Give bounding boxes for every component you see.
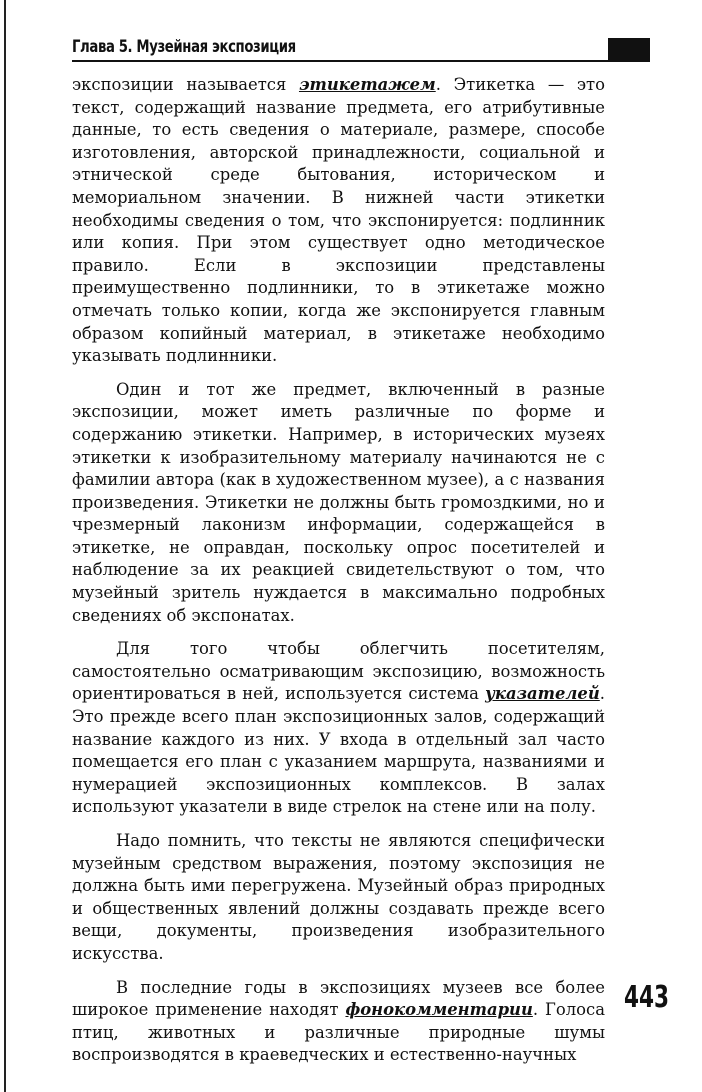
page-number: 443 <box>624 980 670 1015</box>
term-etiketazh: этикетажем <box>298 75 436 94</box>
paragraph-text: Для того чтобы облегчить посетителям, самостоятельно осматривающим экспозицию, возможность ориентироваться в ней, используется система <box>72 639 605 704</box>
term-ukazateli: указателей <box>485 684 600 704</box>
paragraph-text: . Этикетка — это текст, содержащий название предмета, его атрибутивные данные, то есть сведения о материале, размере, способе изготовления, авторской принадлежности, социальной и этнической среде бытования, историческом и мемориальном значении. В нижней части этикетки необходимы сведения о том, что экспонируется: подлинник или копия. При этом существует одно методическое правило. Если в экспозиции представлены преимущественно подлинники, то в этикетаже можно отмечать только копии, когда же экспонируется главным образом копийный материал, в этикетаже необходимо указывать подлинники. <box>72 75 605 366</box>
header-black-block <box>608 38 650 60</box>
chapter-title: Глава 5. Музейная экспозиция <box>72 37 296 57</box>
paragraph-2 <box>72 379 605 628</box>
paragraph-text: . Это прежде всего план экспозиционных залов, содержащий название каждого из них. У входа в отдельный зал часто помещается его план с указанием маршрута, названиями и нумерацией экспозиционных комплексов. В залах используют указатели в виде стрелок на стене или на полу. <box>72 684 605 817</box>
paragraph-text: Один и тот же предмет, включенный в разные экспозиции, может иметь различные по форме и содержанию этикетки. Например, в исторических музеях этикетки к изобразительному материалу начинаются не с фамилии автора (как в художественном музее), а с названия произведения. Этикетки не должны быть громоздкими, но и чрезмерный лаконизм информации, содержащейся в этикетке, не оправдан, поскольку опрос посетителей и наблюдение за их реакцией свидетельствуют о том, что музейный зритель нуждается в максимально подробных сведениях об экспонатах. <box>72 379 605 625</box>
paragraph-4 <box>72 830 605 966</box>
term-fonokommentarii: фонокомментарии <box>345 1000 533 1020</box>
paragraph-text: Надо помнить, что тексты не являются специфически музейным средством выражения, поэтому экспозиция не должна быть ими перегружена. Музейный образ природных и общественных явлений должны создавать прежде всего вещи, документы, произведения изобразительного искусства. <box>72 831 605 963</box>
running-header <box>72 36 650 62</box>
paragraph-1 <box>72 74 605 368</box>
paragraph-text: экспозиции называется <box>72 75 299 94</box>
body-text <box>72 74 605 1067</box>
page-edge-rule <box>4 0 6 1092</box>
header-rule <box>72 60 650 62</box>
paragraph-3 <box>72 638 605 819</box>
paragraph-5 <box>72 977 605 1067</box>
paragraph-text: . Голоса птиц, животных и различные природные шумы воспроизводятся в краеведческих и естественно-научных <box>72 1000 605 1065</box>
paragraph-text: В последние годы в экспозициях музеев все более широкое применение находят <box>72 977 605 1020</box>
